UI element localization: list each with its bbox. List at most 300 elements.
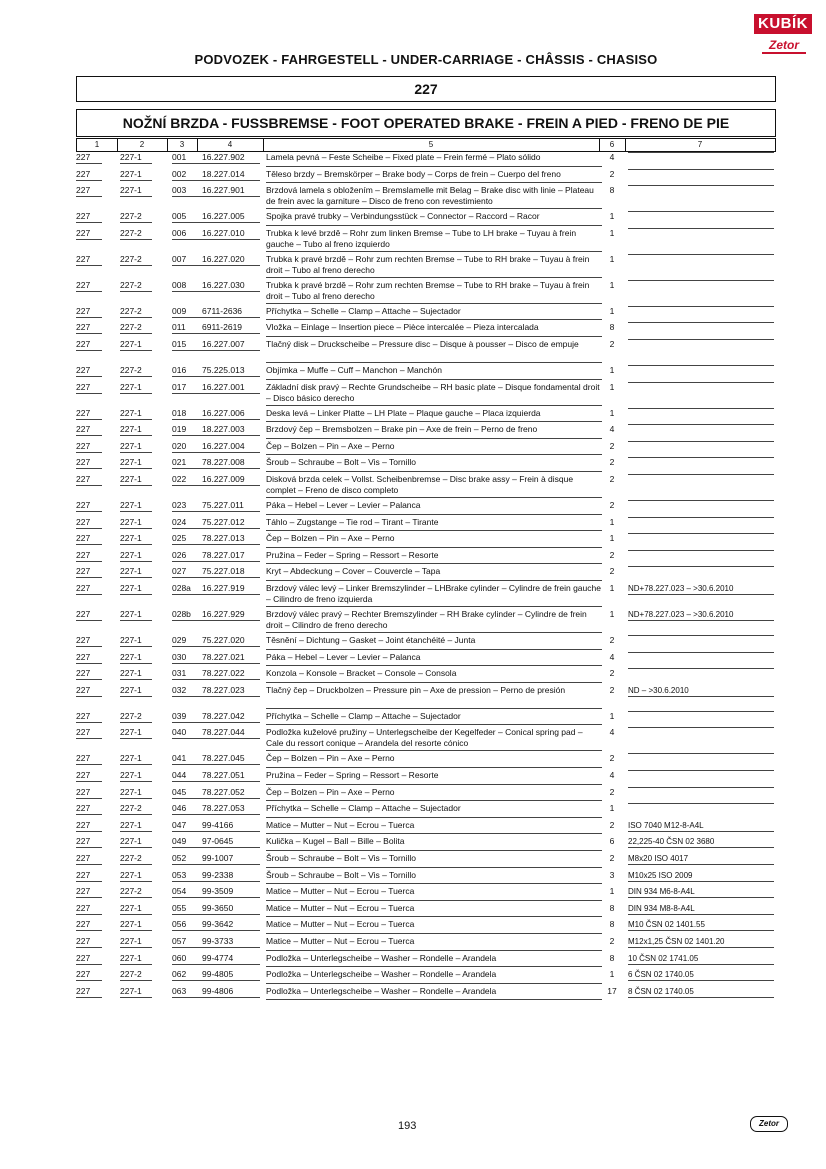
part-number-cell: 97-0645 bbox=[202, 836, 260, 848]
position-cell: 001 bbox=[172, 152, 202, 164]
note-cell bbox=[628, 474, 774, 475]
quantity-cell: 17 bbox=[607, 985, 617, 996]
group-cell: 227 bbox=[76, 474, 102, 486]
subgroup-cell: 227-1 bbox=[120, 408, 152, 420]
note-cell bbox=[628, 185, 774, 186]
logo-zetor: Zetor bbox=[762, 38, 806, 54]
group-cell: 227 bbox=[76, 635, 102, 647]
table-row bbox=[76, 936, 776, 951]
description-cell: Čep – Bolzen – Pin – Axe – Perno bbox=[266, 753, 602, 768]
position-cell: 032 bbox=[172, 685, 202, 697]
part-number-cell: 16.227.007 bbox=[202, 339, 260, 351]
subgroup-cell: 227-2 bbox=[120, 969, 152, 981]
description-cell: Podložka kuželové pružiny – Unterlegscheibe der Kegelfeder – Conical spring pad – Cale du ressort conique – Arandela del resorte cónico bbox=[266, 727, 602, 751]
quantity-cell: 4 bbox=[609, 424, 615, 435]
group-cell: 227 bbox=[76, 280, 102, 292]
part-number-cell: 16.227.919 bbox=[202, 583, 260, 595]
note-cell bbox=[628, 424, 774, 425]
description-cell: Spojka pravé trubky – Verbindungsstück – Connector – Raccord – Racor bbox=[266, 211, 602, 226]
quantity-cell: 2 bbox=[609, 566, 615, 577]
table-row bbox=[76, 727, 776, 751]
note-cell bbox=[628, 322, 774, 323]
group-cell: 227 bbox=[76, 668, 102, 680]
description-cell: Kryt – Abdeckung – Cover – Couvercle – Tapa bbox=[266, 566, 602, 581]
group-cell: 227 bbox=[76, 550, 102, 562]
table-row bbox=[76, 652, 776, 667]
position-cell: 062 bbox=[172, 969, 202, 981]
table-row bbox=[76, 228, 776, 252]
position-cell: 009 bbox=[172, 306, 202, 318]
quantity-cell: 1 bbox=[609, 710, 615, 721]
note-cell bbox=[628, 803, 774, 804]
part-number-cell: 99-4774 bbox=[202, 953, 260, 965]
quantity-cell: 2 bbox=[609, 457, 615, 468]
description-cell: Podložka – Unterlegscheibe – Washer – Rondelle – Arandela bbox=[266, 986, 602, 1001]
position-cell: 023 bbox=[172, 500, 202, 512]
note-cell bbox=[628, 550, 774, 551]
part-number-cell: 78.227.052 bbox=[202, 787, 260, 799]
part-number-cell: 75.227.012 bbox=[202, 517, 260, 529]
quantity-cell: 2 bbox=[609, 500, 615, 510]
description-cell: Trubka k pravé brzdě – Rohr zum rechten Bremse – Tube to RH brake – Tuyau à frein droit – Tubo al freno derecho bbox=[266, 280, 602, 304]
part-number-cell: 78.227.013 bbox=[202, 533, 260, 545]
part-number-cell: 99-2338 bbox=[202, 870, 260, 882]
subgroup-cell: 227-1 bbox=[120, 820, 152, 832]
subgroup-cell: 227-2 bbox=[120, 853, 152, 865]
position-cell: 011 bbox=[172, 322, 202, 334]
group-cell: 227 bbox=[76, 609, 102, 621]
note-cell bbox=[628, 306, 774, 307]
table-row bbox=[76, 870, 776, 885]
quantity-cell: 1 bbox=[609, 381, 615, 392]
position-cell: 060 bbox=[172, 953, 202, 965]
table-row bbox=[76, 365, 776, 380]
position-cell: 022 bbox=[172, 474, 202, 486]
description-cell: Trubka k pravé brzdě – Rohr zum rechten Bremse – Tube to RH brake – Tuyau à frein droit – Tubo al freno derecho bbox=[266, 254, 602, 278]
position-cell: 046 bbox=[172, 803, 202, 815]
subgroup-cell: 227-1 bbox=[120, 457, 152, 469]
description-cell: Příchytka – Schelle – Clamp – Attache – Sujectador bbox=[266, 711, 602, 726]
quantity-cell: 1 bbox=[609, 969, 615, 980]
quantity-cell: 8 bbox=[609, 902, 615, 913]
subgroup-cell: 227-1 bbox=[120, 517, 152, 529]
subgroup-cell: 227-1 bbox=[120, 919, 152, 931]
position-cell: 041 bbox=[172, 753, 202, 765]
quantity-cell: 4 bbox=[609, 727, 615, 738]
table-row bbox=[76, 517, 776, 532]
part-number-cell: 99-4806 bbox=[202, 986, 260, 998]
subgroup-cell: 227-1 bbox=[120, 770, 152, 782]
table-row bbox=[76, 820, 776, 835]
col-1: 1 bbox=[77, 139, 118, 151]
position-cell: 002 bbox=[172, 169, 202, 181]
quantity-cell: 1 bbox=[609, 211, 615, 222]
group-cell: 227 bbox=[76, 803, 102, 815]
subgroup-cell: 227-2 bbox=[120, 365, 152, 377]
position-cell: 015 bbox=[172, 339, 202, 351]
part-number-cell: 16.227.005 bbox=[202, 211, 260, 223]
part-number-cell: 99-3509 bbox=[202, 886, 260, 898]
quantity-cell: 8 bbox=[609, 185, 615, 196]
subgroup-cell: 227-2 bbox=[120, 211, 152, 223]
col-3: 3 bbox=[167, 139, 198, 151]
group-number: 227 bbox=[76, 76, 776, 102]
quantity-cell: 1 bbox=[609, 583, 615, 593]
note-cell bbox=[628, 566, 774, 567]
position-cell: 018 bbox=[172, 408, 202, 420]
description-cell: Čep – Bolzen – Pin – Axe – Perno bbox=[266, 441, 602, 456]
position-cell: 053 bbox=[172, 870, 202, 882]
table-row bbox=[76, 803, 776, 818]
table-row bbox=[76, 424, 776, 439]
description-cell: Šroub – Schraube – Bolt – Vis – Tornillo bbox=[266, 457, 602, 472]
description-cell: Podložka – Unterlegscheibe – Washer – Rondelle – Arandela bbox=[266, 969, 602, 984]
note-cell bbox=[628, 517, 774, 518]
group-cell: 227 bbox=[76, 969, 102, 981]
quantity-cell: 1 bbox=[609, 803, 615, 814]
table-row bbox=[76, 254, 776, 278]
table-row bbox=[76, 550, 776, 565]
group-cell: 227 bbox=[76, 727, 102, 739]
quantity-cell: 1 bbox=[609, 305, 615, 316]
position-cell: 052 bbox=[172, 853, 202, 865]
description-cell: Matice – Mutter – Nut – Ecrou – Tuerca bbox=[266, 936, 602, 951]
subgroup-cell: 227-2 bbox=[120, 280, 152, 292]
position-cell: 016 bbox=[172, 365, 202, 377]
page-title: NOŽNÍ BRZDA - FUSSBREMSE - FOOT OPERATED BRAKE - FREIN A PIED - FRENO DE PIE bbox=[76, 109, 776, 137]
quantity-cell: 6 bbox=[609, 836, 615, 847]
column-header bbox=[76, 138, 776, 152]
subgroup-cell: 227-1 bbox=[120, 424, 152, 436]
note-cell bbox=[628, 457, 774, 458]
description-cell: Základní disk pravý – Rechte Grundscheibe – RH basic plate – Disque fondamental droit – Disco básico derecho bbox=[266, 382, 602, 406]
description-cell: Matice – Mutter – Nut – Ecrou – Tuerca bbox=[266, 820, 602, 835]
position-cell: 057 bbox=[172, 936, 202, 948]
quantity-cell: 2 bbox=[609, 474, 615, 484]
subgroup-cell: 227-1 bbox=[120, 550, 152, 562]
footer-zetor-logo: Zetor bbox=[750, 1116, 788, 1132]
subgroup-cell: 227-1 bbox=[120, 441, 152, 453]
description-cell: Páka – Hebel – Lever – Levier – Palanca bbox=[266, 500, 602, 515]
part-number-cell: 78.227.045 bbox=[202, 753, 260, 765]
logo-kubik: KUBÍK bbox=[754, 14, 812, 34]
group-cell: 227 bbox=[76, 836, 102, 848]
note-cell: 10 ČSN 02 1741.05 bbox=[628, 953, 774, 965]
position-cell: 017 bbox=[172, 382, 202, 394]
quantity-cell: 2 bbox=[609, 853, 615, 863]
note-cell bbox=[628, 365, 774, 366]
quantity-cell: 3 bbox=[609, 869, 615, 880]
group-cell: 227 bbox=[76, 382, 102, 394]
quantity-cell: 2 bbox=[609, 936, 615, 946]
group-cell: 227 bbox=[76, 152, 102, 164]
part-number-cell: 78.227.044 bbox=[202, 727, 260, 739]
description-cell: Matice – Mutter – Nut – Ecrou – Tuerca bbox=[266, 886, 602, 901]
subgroup-cell: 227-1 bbox=[120, 635, 152, 647]
note-cell bbox=[628, 169, 774, 170]
position-cell: 044 bbox=[172, 770, 202, 782]
part-number-cell: 16.227.901 bbox=[202, 185, 260, 197]
part-number-cell: 16.227.902 bbox=[202, 152, 260, 164]
subgroup-cell: 227-1 bbox=[120, 787, 152, 799]
part-number-cell: 75.227.020 bbox=[202, 635, 260, 647]
note-cell bbox=[628, 635, 774, 636]
quantity-cell: 1 bbox=[609, 886, 615, 897]
position-cell: 027 bbox=[172, 566, 202, 578]
position-cell: 056 bbox=[172, 919, 202, 931]
quantity-cell: 8 bbox=[609, 322, 615, 333]
description-cell: Brzdový válec levý – Linker Bremszylinder – LHBrake cylinder – Cylindre de frein gauche – Cilindro de freno izquierda bbox=[266, 583, 602, 607]
note-cell bbox=[628, 533, 774, 534]
table-row bbox=[76, 836, 776, 851]
part-number-cell: 16.227.030 bbox=[202, 280, 260, 292]
group-cell: 227 bbox=[76, 365, 102, 377]
table-row bbox=[76, 211, 776, 226]
part-number-cell: 99-4805 bbox=[202, 969, 260, 981]
part-number-cell: 6711-2636 bbox=[202, 306, 260, 318]
subgroup-cell: 227-1 bbox=[120, 169, 152, 181]
table-row bbox=[76, 635, 776, 650]
subgroup-cell: 227-1 bbox=[120, 185, 152, 197]
table-row bbox=[76, 533, 776, 548]
subgroup-cell: 227-1 bbox=[120, 339, 152, 351]
group-cell: 227 bbox=[76, 228, 102, 240]
part-number-cell: 78.227.023 bbox=[202, 685, 260, 697]
table-row bbox=[76, 986, 776, 1001]
position-cell: 005 bbox=[172, 211, 202, 223]
subgroup-cell: 227-1 bbox=[120, 500, 152, 512]
subgroup-cell: 227-1 bbox=[120, 953, 152, 965]
group-cell: 227 bbox=[76, 533, 102, 545]
table-row bbox=[76, 280, 776, 304]
table-row bbox=[76, 903, 776, 918]
table-row bbox=[76, 770, 776, 785]
subgroup-cell: 227-2 bbox=[120, 306, 152, 318]
table-row bbox=[76, 685, 776, 709]
note-cell bbox=[628, 727, 774, 728]
note-cell: M8x20 ISO 4017 bbox=[628, 853, 774, 865]
group-cell: 227 bbox=[76, 211, 102, 223]
position-cell: 047 bbox=[172, 820, 202, 832]
group-cell: 227 bbox=[76, 457, 102, 469]
section-header: PODVOZEK - FAHRGESTELL - UNDER-CARRIAGE - CHÂSSIS - CHASISO bbox=[194, 52, 658, 67]
table-row bbox=[76, 408, 776, 423]
note-cell: DIN 934 M8-8-A4L bbox=[628, 903, 774, 915]
note-cell bbox=[628, 254, 774, 255]
table-row bbox=[76, 500, 776, 515]
description-cell: Brzdový válec pravý – Rechter Bremszylinder – RH Brake cylinder – Cylindre de frein droit – Cilindro de freno derecho bbox=[266, 609, 602, 633]
subgroup-cell: 227-1 bbox=[120, 870, 152, 882]
position-cell: 019 bbox=[172, 424, 202, 436]
description-cell: Vložka – Einlage – Insertion piece – Pièce intercalée – Pieza intercalada bbox=[266, 322, 602, 337]
position-cell: 008 bbox=[172, 280, 202, 292]
subgroup-cell: 227-1 bbox=[120, 609, 152, 621]
page-number: 193 bbox=[398, 1120, 417, 1132]
group-cell: 227 bbox=[76, 820, 102, 832]
quantity-cell: 2 bbox=[609, 440, 615, 451]
group-cell: 227 bbox=[76, 953, 102, 965]
group-cell: 227 bbox=[76, 517, 102, 529]
group-cell: 227 bbox=[76, 185, 102, 197]
part-number-cell: 6911-2619 bbox=[202, 322, 260, 334]
subgroup-cell: 227-1 bbox=[120, 566, 152, 578]
description-cell: Čep – Bolzen – Pin – Axe – Perno bbox=[266, 787, 602, 802]
group-cell: 227 bbox=[76, 919, 102, 931]
note-cell bbox=[628, 382, 774, 383]
part-number-cell: 16.227.004 bbox=[202, 441, 260, 453]
part-number-cell: 78.227.017 bbox=[202, 550, 260, 562]
group-cell: 227 bbox=[76, 583, 102, 595]
table-row bbox=[76, 566, 776, 581]
quantity-cell: 1 bbox=[609, 365, 615, 375]
group-cell: 227 bbox=[76, 441, 102, 453]
note-cell bbox=[628, 408, 774, 409]
part-number-cell: 75.227.011 bbox=[202, 500, 260, 512]
col-2: 2 bbox=[117, 139, 168, 151]
part-number-cell: 16.227.929 bbox=[202, 609, 260, 621]
description-cell: Matice – Mutter – Nut – Ecrou – Tuerca bbox=[266, 919, 602, 934]
subgroup-cell: 227-2 bbox=[120, 254, 152, 266]
note-cell: DIN 934 M6-8-A4L bbox=[628, 886, 774, 898]
group-cell: 227 bbox=[76, 254, 102, 266]
description-cell: Podložka – Unterlegscheibe – Washer – Rondelle – Arandela bbox=[266, 953, 602, 968]
table-row bbox=[76, 886, 776, 901]
subgroup-cell: 227-1 bbox=[120, 685, 152, 697]
note-cell: ISO 7040 M12-8-A4L bbox=[628, 820, 774, 832]
quantity-cell: 4 bbox=[609, 770, 615, 780]
position-cell: 054 bbox=[172, 886, 202, 898]
quantity-cell: 1 bbox=[609, 227, 615, 238]
description-cell: Těsnění – Dichtung – Gasket – Joint étanchéité – Junta bbox=[266, 635, 602, 650]
table-row bbox=[76, 339, 776, 363]
description-cell: Pružina – Feder – Spring – Ressort – Resorte bbox=[266, 770, 602, 785]
note-cell: 6 ČSN 02 1740.05 bbox=[628, 969, 774, 981]
part-number-cell: 99-3733 bbox=[202, 936, 260, 948]
group-cell: 227 bbox=[76, 886, 102, 898]
position-cell: 029 bbox=[172, 635, 202, 647]
group-cell: 227 bbox=[76, 903, 102, 915]
subgroup-cell: 227-1 bbox=[120, 533, 152, 545]
part-number-cell: 16.227.001 bbox=[202, 382, 260, 394]
position-cell: 028a bbox=[172, 583, 202, 595]
position-cell: 045 bbox=[172, 787, 202, 799]
description-cell: Trubka k levé brzdě – Rohr zum linken Bremse – Tube to LH brake – Tuyau à frein gauche – Tubo al freno izquierdo bbox=[266, 228, 602, 252]
quantity-cell: 2 bbox=[609, 635, 615, 645]
subgroup-cell: 227-2 bbox=[120, 803, 152, 815]
position-cell: 031 bbox=[172, 668, 202, 680]
position-cell: 030 bbox=[172, 652, 202, 664]
description-cell: Táhlo – Zugstange – Tie rod – Tirant – Tirante bbox=[266, 517, 602, 532]
description-cell: Konzola – Konsole – Bracket – Console – Consola bbox=[266, 668, 602, 683]
description-cell: Těleso brzdy – Bremskörper – Brake body – Corps de frein – Cuerpo del freno bbox=[266, 169, 602, 184]
quantity-cell: 1 bbox=[609, 279, 615, 290]
subgroup-cell: 227-1 bbox=[120, 583, 152, 595]
description-cell: Lamela pevná – Feste Scheibe – Fixed plate – Frein fermé – Plato sólido bbox=[266, 152, 602, 167]
group-cell: 227 bbox=[76, 986, 102, 998]
note-cell bbox=[628, 441, 774, 442]
table-row bbox=[76, 787, 776, 802]
position-cell: 049 bbox=[172, 836, 202, 848]
table-row bbox=[76, 969, 776, 984]
position-cell: 063 bbox=[172, 986, 202, 998]
table-row bbox=[76, 474, 776, 498]
quantity-cell: 2 bbox=[609, 549, 615, 560]
table-row bbox=[76, 322, 776, 337]
note-cell bbox=[628, 228, 774, 229]
table-row bbox=[76, 169, 776, 184]
part-number-cell: 99-4166 bbox=[202, 820, 260, 832]
quantity-cell: 2 bbox=[609, 668, 615, 679]
col-6: 6 bbox=[599, 139, 626, 151]
table-row bbox=[76, 382, 776, 406]
table-row bbox=[76, 152, 776, 167]
col-4: 4 bbox=[197, 139, 264, 151]
position-cell: 024 bbox=[172, 517, 202, 529]
table-row bbox=[76, 185, 776, 209]
part-number-cell: 99-3642 bbox=[202, 919, 260, 931]
part-number-cell: 16.227.020 bbox=[202, 254, 260, 266]
part-number-cell: 78.227.022 bbox=[202, 668, 260, 680]
quantity-cell: 8 bbox=[609, 952, 615, 963]
note-cell bbox=[628, 339, 774, 340]
group-cell: 227 bbox=[76, 169, 102, 181]
note-cell: 8 ČSN 02 1740.05 bbox=[628, 986, 774, 998]
description-cell: Matice – Mutter – Nut – Ecrou – Tuerca bbox=[266, 903, 602, 918]
group-cell: 227 bbox=[76, 711, 102, 723]
subgroup-cell: 227-1 bbox=[120, 152, 152, 164]
note-cell bbox=[628, 787, 774, 788]
quantity-cell: 1 bbox=[609, 609, 615, 619]
quantity-cell: 4 bbox=[609, 651, 615, 662]
group-cell: 227 bbox=[76, 787, 102, 799]
group-cell: 227 bbox=[76, 408, 102, 420]
part-number-cell: 75.227.018 bbox=[202, 566, 260, 578]
part-number-cell: 99-1007 bbox=[202, 853, 260, 865]
subgroup-cell: 227-1 bbox=[120, 474, 152, 486]
quantity-cell: 8 bbox=[609, 919, 615, 930]
group-cell: 227 bbox=[76, 652, 102, 664]
subgroup-cell: 227-1 bbox=[120, 668, 152, 680]
subgroup-cell: 227-2 bbox=[120, 886, 152, 898]
table-row bbox=[76, 609, 776, 633]
group-cell: 227 bbox=[76, 500, 102, 512]
part-number-cell: 18.227.003 bbox=[202, 424, 260, 436]
quantity-cell: 2 bbox=[609, 819, 615, 830]
description-cell: Brzdový čep – Bremsbolzen – Brake pin – Axe de frein – Perno de freno bbox=[266, 424, 602, 439]
subgroup-cell: 227-1 bbox=[120, 836, 152, 848]
part-number-cell: 18.227.014 bbox=[202, 169, 260, 181]
quantity-cell: 2 bbox=[609, 168, 615, 179]
description-cell: Objímka – Muffe – Cuff – Manchon – Manchón bbox=[266, 365, 602, 380]
description-cell: Páka – Hebel – Lever – Levier – Palanca bbox=[266, 652, 602, 667]
note-cell bbox=[628, 668, 774, 669]
table-row bbox=[76, 441, 776, 456]
quantity-cell: 1 bbox=[609, 516, 615, 527]
subgroup-cell: 227-2 bbox=[120, 322, 152, 334]
part-number-cell: 78.227.021 bbox=[202, 652, 260, 664]
note-cell: M10 ČSN 02 1401.55 bbox=[628, 919, 774, 931]
position-cell: 025 bbox=[172, 533, 202, 545]
group-cell: 227 bbox=[76, 306, 102, 318]
description-cell: Tlačný disk – Druckscheibe – Pressure disc – Disque à pousser – Disco de empuje bbox=[266, 339, 602, 363]
part-number-cell: 78.227.053 bbox=[202, 803, 260, 815]
position-cell: 055 bbox=[172, 903, 202, 915]
group-cell: 227 bbox=[76, 339, 102, 351]
table-row bbox=[76, 953, 776, 968]
table-row bbox=[76, 457, 776, 472]
quantity-cell: 2 bbox=[609, 753, 615, 764]
subgroup-cell: 227-1 bbox=[120, 382, 152, 394]
